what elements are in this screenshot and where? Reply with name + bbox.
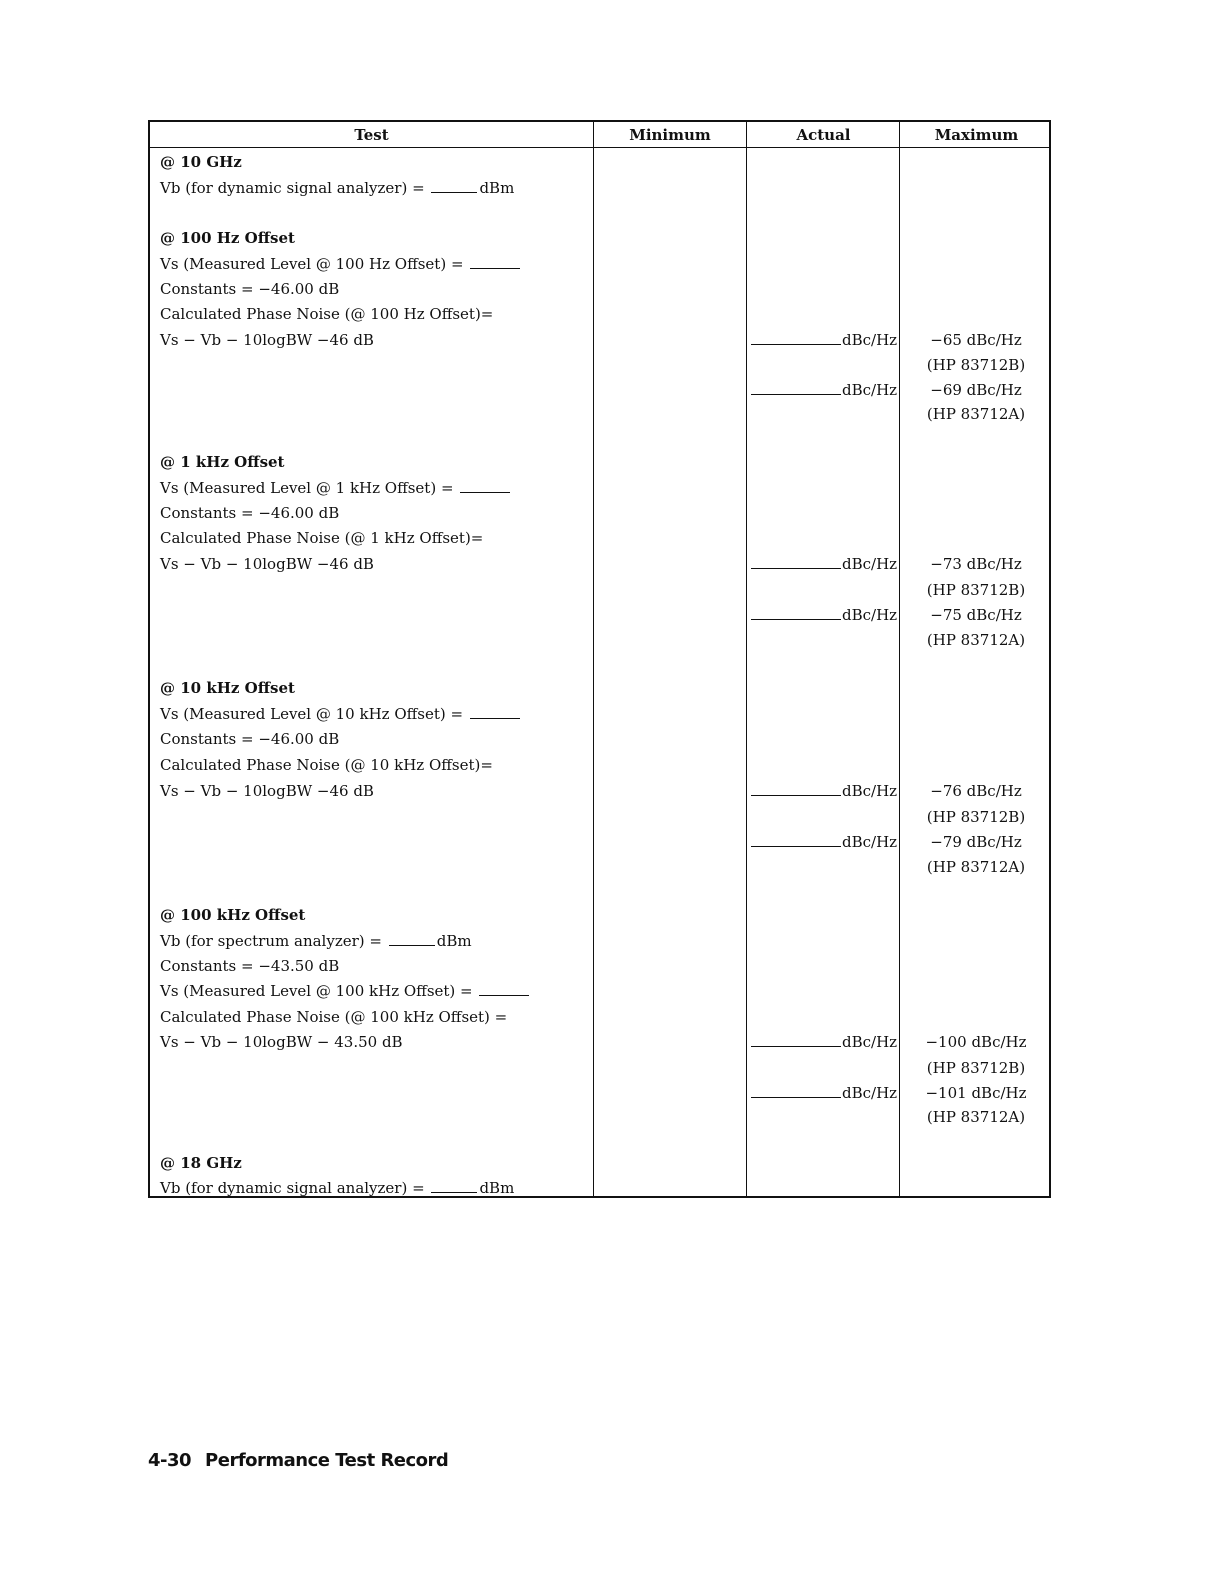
model-100hz-b: (HP 83712B) xyxy=(926,356,1026,374)
actual-entry-1khz-a xyxy=(751,606,899,624)
actual-blank[interactable] xyxy=(751,556,841,569)
model-100khz-b: (HP 83712B) xyxy=(926,1059,1026,1077)
actual-blank[interactable] xyxy=(751,607,841,620)
formula-10khz: Vs − Vb − 10logBW −46 dB xyxy=(160,782,374,800)
actual-unit: dBc/Hz xyxy=(842,555,898,573)
actual-blank[interactable] xyxy=(751,332,841,345)
max-1khz-b: −73 dBc/Hz xyxy=(930,555,1022,573)
model-100hz-a: (HP 83712A) xyxy=(926,405,1026,423)
actual-unit: dBc/Hz xyxy=(842,331,898,349)
vb-label: Vb (for dynamic signal analyzer) = xyxy=(160,1179,425,1197)
column-divider xyxy=(746,122,747,1196)
vs-line-100hz xyxy=(160,255,522,273)
footer-title: Performance Test Record xyxy=(205,1450,449,1471)
calc-label-100khz: Calculated Phase Noise (@ 100 kHz Offset) = xyxy=(160,1008,508,1026)
vb-unit: dBm xyxy=(479,179,515,197)
header-actual: Actual xyxy=(796,126,851,144)
calc-label-1khz: Calculated Phase Noise (@ 1 kHz Offset)= xyxy=(160,529,484,547)
vb-label: Vb (for spectrum analyzer) = xyxy=(160,932,382,950)
section-title-18ghz: @ 18 GHz xyxy=(160,1154,242,1172)
actual-blank[interactable] xyxy=(751,783,841,796)
constants-1khz: Constants = −46.00 dB xyxy=(160,504,340,522)
actual-unit: dBc/Hz xyxy=(842,833,898,851)
vb-line-100khz xyxy=(160,932,472,950)
section-title-10ghz: @ 10 GHz xyxy=(160,153,242,171)
section-title-100khz: @ 100 kHz Offset xyxy=(160,906,306,924)
vs-label: Vs (Measured Level @ 1 kHz Offset) = xyxy=(160,479,454,497)
vb-line-10ghz xyxy=(160,179,514,197)
model-1khz-a: (HP 83712A) xyxy=(926,631,1026,649)
actual-unit: dBc/Hz xyxy=(842,782,898,800)
model-10khz-a: (HP 83712A) xyxy=(926,858,1026,876)
actual-entry-10khz-b xyxy=(751,782,899,800)
column-divider xyxy=(899,122,900,1196)
vb-label: Vb (for dynamic signal analyzer) = xyxy=(160,179,425,197)
vs-entry-blank[interactable] xyxy=(470,706,520,719)
vs-line-10khz xyxy=(160,705,522,723)
max-10khz-a: −79 dBc/Hz xyxy=(930,833,1022,851)
vb-line-18ghz xyxy=(160,1179,514,1197)
actual-unit: dBc/Hz xyxy=(842,1033,898,1051)
vs-label: Vs (Measured Level @ 100 kHz Offset) = xyxy=(160,982,473,1000)
max-10khz-b: −76 dBc/Hz xyxy=(930,782,1022,800)
max-100hz-a: −69 dBc/Hz xyxy=(930,381,1022,399)
actual-entry-100khz-b xyxy=(751,1033,899,1051)
header-maximum: Maximum xyxy=(934,126,1019,144)
max-1khz-a: −75 dBc/Hz xyxy=(930,606,1022,624)
model-10khz-b: (HP 83712B) xyxy=(926,808,1026,826)
vb-entry-blank[interactable] xyxy=(389,933,435,946)
header-minimum: Minimum xyxy=(629,126,711,144)
actual-entry-10khz-a xyxy=(751,833,899,851)
vb-entry-blank[interactable] xyxy=(431,1180,477,1193)
page-number: 4-30 xyxy=(148,1450,192,1471)
vs-line-1khz xyxy=(160,479,512,497)
calc-label-10khz: Calculated Phase Noise (@ 10 kHz Offset)= xyxy=(160,756,493,774)
actual-blank[interactable] xyxy=(751,1034,841,1047)
actual-blank[interactable] xyxy=(751,382,841,395)
actual-unit: dBc/Hz xyxy=(842,1084,898,1102)
actual-entry-1khz-b xyxy=(751,555,899,573)
constants-10khz: Constants = −46.00 dB xyxy=(160,730,340,748)
max-100khz-a: −101 dBc/Hz xyxy=(925,1084,1027,1102)
actual-entry-100hz-a xyxy=(751,381,899,399)
calc-label-100hz: Calculated Phase Noise (@ 100 Hz Offset)= xyxy=(160,305,494,323)
max-100hz-b: −65 dBc/Hz xyxy=(930,331,1022,349)
performance-test-table xyxy=(148,120,1051,1198)
section-title-1khz: @ 1 kHz Offset xyxy=(160,453,285,471)
actual-entry-100hz-b xyxy=(751,331,899,349)
constants-100khz: Constants = −43.50 dB xyxy=(160,957,340,975)
max-100khz-b: −100 dBc/Hz xyxy=(925,1033,1027,1051)
model-100khz-a: (HP 83712A) xyxy=(926,1108,1026,1126)
formula-100khz: Vs − Vb − 10logBW − 43.50 dB xyxy=(160,1033,403,1051)
header-test: Test xyxy=(354,126,389,144)
section-title-100hz: @ 100 Hz Offset xyxy=(160,229,295,247)
vs-label: Vs (Measured Level @ 100 Hz Offset) = xyxy=(160,255,464,273)
constants-100hz: Constants = −46.00 dB xyxy=(160,280,340,298)
vs-label: Vs (Measured Level @ 10 kHz Offset) = xyxy=(160,705,464,723)
vs-line-100khz xyxy=(160,982,531,1000)
vb-unit: dBm xyxy=(436,932,472,950)
vs-entry-blank[interactable] xyxy=(479,983,529,996)
column-divider xyxy=(593,122,594,1196)
vb-unit: dBm xyxy=(479,1179,515,1197)
table-header-row xyxy=(150,122,1049,148)
model-1khz-b: (HP 83712B) xyxy=(926,581,1026,599)
page-footer xyxy=(148,1450,448,1471)
actual-unit: dBc/Hz xyxy=(842,381,898,399)
actual-blank[interactable] xyxy=(751,1085,841,1098)
vb-entry-blank[interactable] xyxy=(431,180,477,193)
formula-1khz: Vs − Vb − 10logBW −46 dB xyxy=(160,555,374,573)
actual-blank[interactable] xyxy=(751,834,841,847)
section-title-10khz: @ 10 kHz Offset xyxy=(160,679,295,697)
vs-entry-blank[interactable] xyxy=(460,480,510,493)
vs-entry-blank[interactable] xyxy=(470,256,520,269)
actual-entry-100khz-a xyxy=(751,1084,899,1102)
formula-100hz: Vs − Vb − 10logBW −46 dB xyxy=(160,331,374,349)
actual-unit: dBc/Hz xyxy=(842,606,898,624)
